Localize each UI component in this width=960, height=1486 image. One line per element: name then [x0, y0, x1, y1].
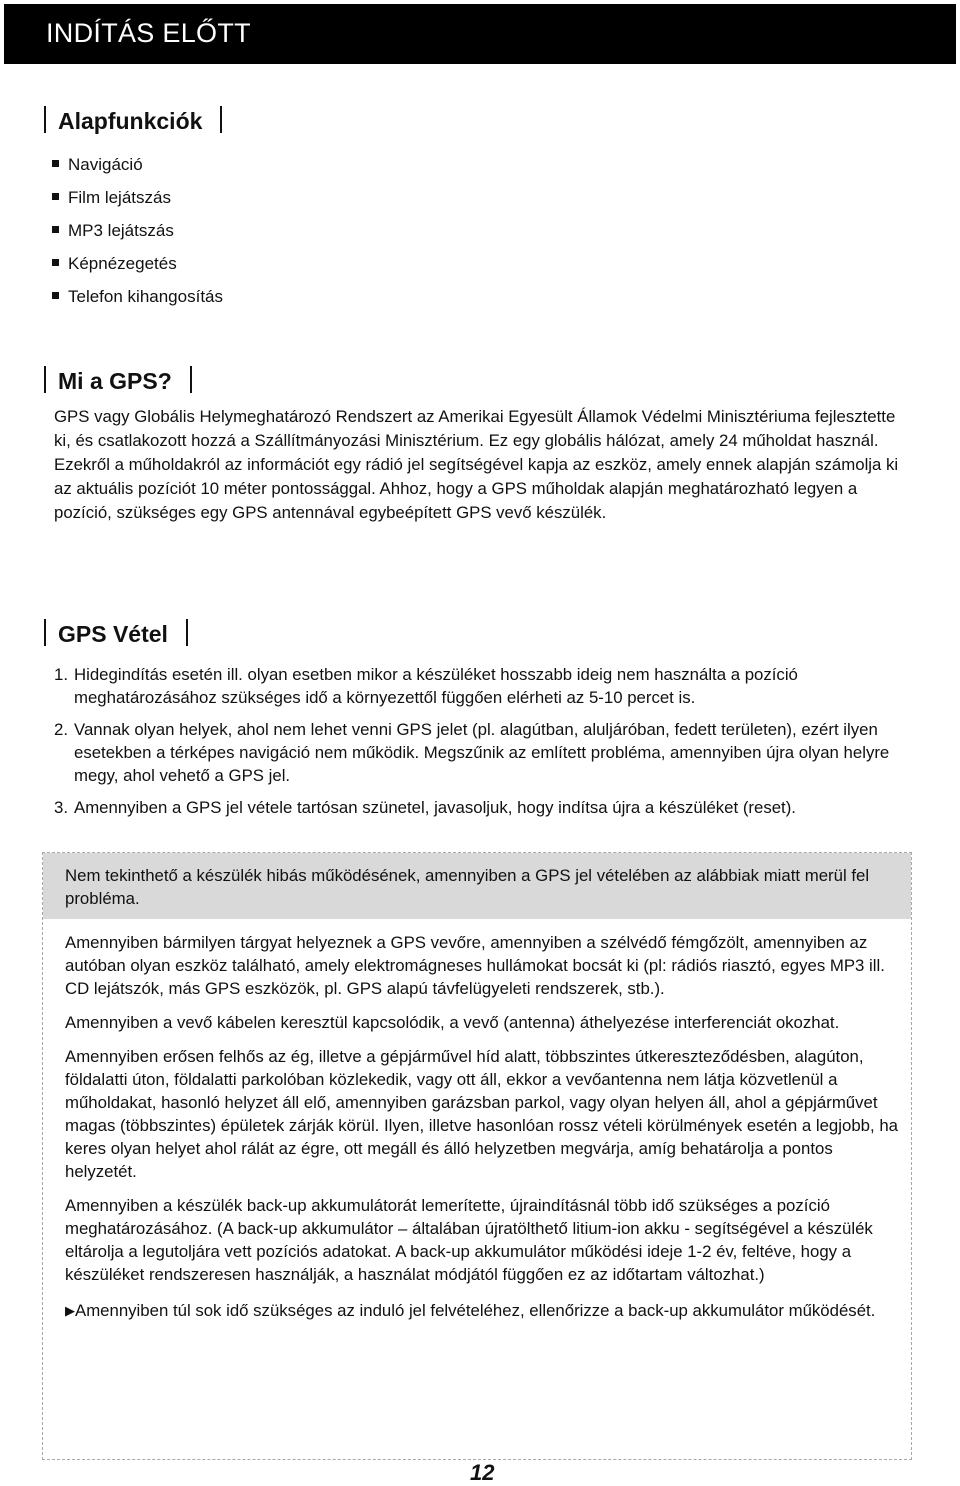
- section-title-reception: [44, 619, 188, 648]
- arrow-right-icon: ▶: [65, 1303, 75, 1318]
- section-title-text: Alapfunkciók: [58, 108, 203, 134]
- item-text: Vannak olyan helyek, ahol nem lehet venni GPS jelet (pl. alagútban, aluljáróban, fedett területen), ezért ilyen esetekben a térképes navigáció nem működik. Megszűnik az említett probléma, amennyiben újra olyan helyre megy, ahol vehető a GPS jel.: [74, 720, 890, 785]
- list-item: Képnézegetés: [52, 252, 223, 285]
- page-title: INDÍTÁS ELŐTT: [46, 18, 251, 48]
- list-item: Telefon kihangosítás: [52, 285, 223, 318]
- item-text: Hidegindítás esetén ill. olyan esetben mikor a készüléket hosszabb ideig nem használta a pozíció meghatározásához szükséges idő a környezettől függően elérheti az 5-10 percet is.: [74, 665, 798, 707]
- list-item: Film lejátszás: [52, 186, 223, 219]
- list-item: [54, 718, 934, 787]
- note-tip-text: Amennyiben túl sok idő szükséges az induló jel felvételéhez, ellenőrizze a back-up akkumulátor működését.: [75, 1301, 876, 1320]
- note-heading: Nem tekinthető a készülék hibás működésének, amennyiben a GPS jel vételében az alábbiak miatt merül fel probléma.: [65, 866, 870, 908]
- title-bar-right: [190, 366, 192, 393]
- item-number: 1.: [54, 665, 68, 684]
- note-paragraph: Amennyiben bármilyen tárgyat helyeznek a GPS vevőre, amennyiben a szélvédő fémgőzölt, amennyiben az autóban olyan eszköz található, amely elektromágneses hullámokat bocsát ki (pl: rádiós riasztó, egyes MP3 ill. CD lejátszók, más GPS eszközök, pl. GPS alapú távfelügyeleti rendszerek, stb.).: [65, 933, 885, 998]
- bullet-icon: [52, 259, 59, 266]
- note-heading-band: [43, 853, 911, 919]
- title-bar-left: [44, 106, 46, 133]
- note-paragraph: Amennyiben a vevő kábelen keresztül kapcsolódik, a vevő (antenna) áthelyezése interferenciát okozhat.: [65, 1013, 840, 1032]
- list-item: [54, 796, 934, 819]
- note-paragraph: Amennyiben erősen felhős az ég, illetve a gépjárművel híd alatt, többszintes útkereszteződésben, alagúton, földalatti úton, földalatti parkolóban közlekedik, vagy ott áll, ekkor a vevőantenna nem látja közvetlenül a műholdakat, hasonló helyzet áll elő, amennyiben garázsban parkol, vagy olyan helyen áll, ahol a gépjárművet magas (többszintes) épületek zárják körül. Ilyen, illetve hasonlóan rossz vételi körülmények esetén a legjobb, ha keres olyan helyet ahol rálát az égre, ott megáll és álló helyzetben megvárja, amíg behatárolja a pontos helyzetét.: [65, 1047, 898, 1181]
- note-body: [65, 931, 900, 1333]
- bullet-icon: [52, 160, 59, 167]
- feature-list: [52, 153, 223, 318]
- bullet-icon: [52, 193, 59, 200]
- note-box: [42, 852, 912, 1460]
- header-bar: [4, 4, 956, 64]
- title-bar-left: [44, 366, 46, 393]
- reception-list: [54, 663, 934, 828]
- section-title-text: Mi a GPS?: [58, 368, 172, 394]
- title-bar-left: [44, 619, 46, 646]
- bullet-icon: [52, 226, 59, 233]
- note-paragraph: Amennyiben a készülék back-up akkumulátorát lemerítette, újraindításnál több idő szükséges a pozíció meghatározásához. (A back-up akkumulátor – általában újratölthető litium-ion akku - segítségével a készülék eltárolja a legutoljára vett pozíciós adatokat. A back-up akkumulátor működési ideje 1-2 év, feltéve, hogy a készüléket rendszeresen használják, a használat módjától függően ez az időtartam változhat.): [65, 1196, 873, 1284]
- section-title-text: GPS Vétel: [58, 621, 168, 647]
- gps-intro-paragraph: GPS vagy Globális Helymeghatározó Rendszert az Amerikai Egyesült Államok Védelmi Minisztériuma fejlesztette ki, és csatlakozott hozzá a Szállítmányozási Minisztérium. Ez egy globális hálózat, amely 24 műholdat használ. Ezekről a műholdakról az információt egy rádió jel segítségével kapja az eszköz, amely ennek alapján számolja ki az aktuális pozíciót 10 méter pontossággal. Ahhoz, hogy a GPS műholdak alapján meghatározható legyen a pozíció, szükséges egy GPS antennával egybeépített GPS vevő készülék.: [54, 407, 899, 522]
- note-tip: [65, 1299, 900, 1322]
- item-number: 3.: [54, 798, 68, 817]
- page-number: 12: [466, 1460, 498, 1486]
- item-text: Amennyiben a GPS jel vétele tartósan szünetel, javasoljuk, hogy indítsa újra a készüléket (reset).: [74, 798, 796, 817]
- list-item: MP3 lejátszás: [52, 219, 223, 252]
- title-bar-right: [186, 619, 188, 646]
- title-bar-right: [220, 106, 222, 133]
- list-item: Navigáció: [52, 153, 223, 186]
- section-title-what-gps: [44, 366, 192, 395]
- list-item: [54, 663, 934, 709]
- section-title-basics: [44, 106, 222, 135]
- item-number: 2.: [54, 720, 68, 739]
- bullet-icon: [52, 292, 59, 299]
